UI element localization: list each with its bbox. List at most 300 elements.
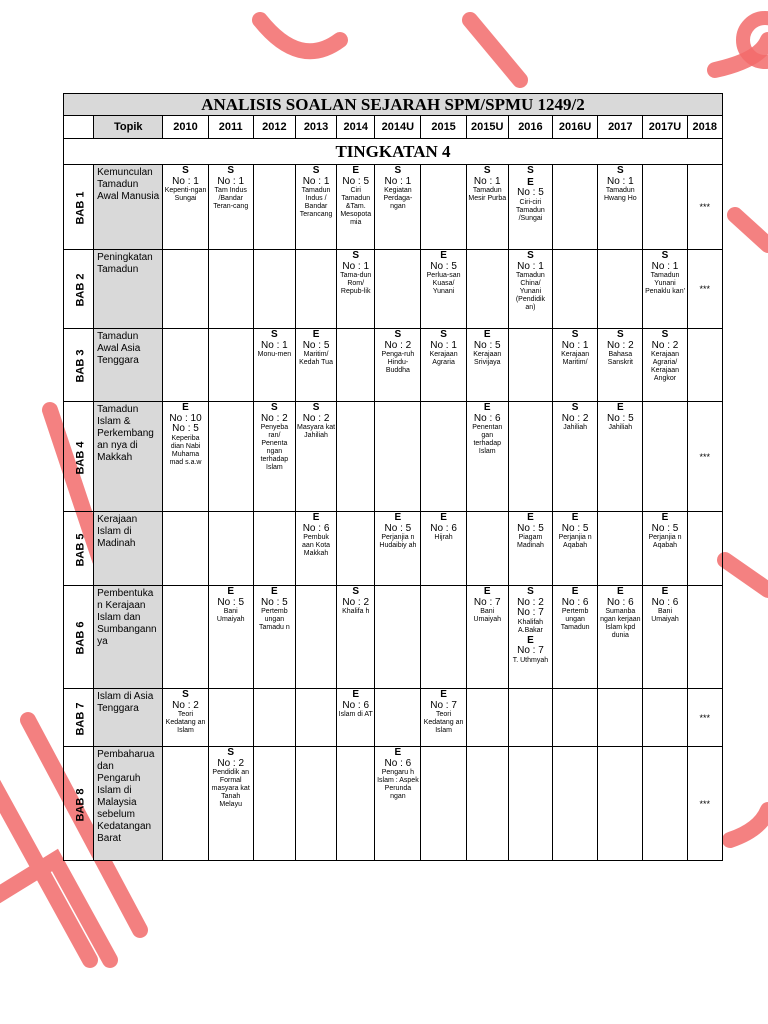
question-entry xyxy=(421,690,465,735)
year-cell xyxy=(553,329,598,402)
year-cell xyxy=(466,747,508,861)
question-entry xyxy=(553,587,597,632)
question-entry xyxy=(643,513,686,550)
year-cell xyxy=(375,250,421,329)
year-cell xyxy=(208,250,253,329)
bab-label-text: BAB 7 xyxy=(74,701,87,736)
year-cell xyxy=(421,689,466,747)
question-entry xyxy=(467,166,508,203)
question-entry xyxy=(337,690,374,719)
question-entry xyxy=(421,251,465,296)
year-cell xyxy=(375,689,421,747)
question-topic: Tama-dun Rom/ Repub-lik xyxy=(340,272,372,295)
question-topic: Pembuk aan Kota Makkah xyxy=(302,534,331,557)
question-entry xyxy=(337,166,374,227)
year-cell xyxy=(253,250,295,329)
year-header: 2015U xyxy=(466,116,508,139)
year-cell xyxy=(421,165,466,250)
topic-cell: Kerajaan Islam di Madinah xyxy=(94,512,163,586)
question-topic: Perjanjia n Hudaibiy ah xyxy=(379,534,417,549)
year-cell xyxy=(253,512,295,586)
year-cell xyxy=(208,586,253,689)
question-topic: Penga-ruh Hindu-Buddha xyxy=(381,351,415,374)
question-type: S xyxy=(527,250,534,261)
question-entry xyxy=(337,587,374,616)
question-topic: Keperiba dian Nabi Muhama mad s.a.w xyxy=(169,434,202,466)
question-entry xyxy=(598,587,642,640)
year-cell xyxy=(553,689,598,747)
year-cell xyxy=(208,329,253,402)
question-type: E xyxy=(527,176,534,188)
question-entry xyxy=(509,166,552,223)
question-topic: Tamadun China/ Yunani (Pendidik an) xyxy=(515,272,546,311)
year-cell xyxy=(375,402,421,512)
year-cell xyxy=(553,165,598,250)
year-cell xyxy=(208,512,253,586)
question-type: S xyxy=(182,165,189,176)
question-number: No : 1 xyxy=(430,339,457,351)
bab-label-text: BAB 1 xyxy=(74,191,87,225)
question-type: E xyxy=(571,512,579,523)
year-header: 2013 xyxy=(295,116,336,139)
question-number: No : 1 xyxy=(217,175,245,187)
question-number: No : 1 xyxy=(384,175,412,187)
year-cell xyxy=(295,586,336,689)
question-type: S xyxy=(571,402,579,413)
question-type: E xyxy=(182,402,189,413)
question-entry xyxy=(296,513,336,558)
question-topic: Tamadun Mesir Purba xyxy=(468,187,507,202)
marker-cell: *** xyxy=(687,402,722,512)
year-header: 2017 xyxy=(598,116,643,139)
question-topic: Tamadun Yunani Penaklu kan' xyxy=(645,272,685,295)
question-type: E xyxy=(527,634,534,646)
year-cell xyxy=(295,402,336,512)
question-type: S xyxy=(527,165,534,176)
year-header: 2016 xyxy=(508,116,552,139)
year-cell xyxy=(466,586,508,689)
year-cell xyxy=(337,689,375,747)
question-entry xyxy=(643,587,686,624)
question-type: E xyxy=(312,512,320,523)
question-topic: Hijrah xyxy=(434,534,453,541)
bab-label xyxy=(64,402,94,512)
question-topic: Kerajaan Agraria/ Kerajaan Angkor xyxy=(650,351,680,382)
question-number: No : 5 xyxy=(302,339,330,351)
year-cell xyxy=(337,586,375,689)
question-type: E xyxy=(616,586,624,597)
question-type: S xyxy=(352,250,360,261)
year-cell xyxy=(253,689,295,747)
level-heading: TINGKATAN 4 xyxy=(64,139,723,165)
question-number: No : 2 xyxy=(606,339,634,351)
marker-cell: *** xyxy=(687,250,722,329)
year-cell xyxy=(295,165,336,250)
header-blank xyxy=(64,116,94,139)
year-cell xyxy=(466,250,508,329)
question-topic: Jahiliah xyxy=(563,424,587,431)
question-number: No : 5 xyxy=(561,522,589,534)
year-cell xyxy=(163,512,208,586)
year-header: 2011 xyxy=(208,116,253,139)
bab-label-text: BAB 2 xyxy=(74,273,87,307)
year-cell xyxy=(337,250,375,329)
question-type: E xyxy=(271,586,278,597)
question-entry xyxy=(163,166,207,203)
question-number: No : 2 xyxy=(302,412,330,424)
question-entry xyxy=(467,403,508,456)
year-cell xyxy=(466,329,508,402)
question-entry xyxy=(163,690,207,735)
question-type: S xyxy=(661,250,669,261)
question-number: No : 7 xyxy=(430,699,457,711)
year-cell xyxy=(687,512,722,586)
marker-cell: *** xyxy=(687,747,722,861)
question-type: E xyxy=(440,250,447,261)
bab-label xyxy=(64,586,94,689)
year-cell xyxy=(421,747,466,861)
year-cell xyxy=(208,165,253,250)
topic-header: Topik xyxy=(94,116,163,139)
question-topic: Khalifa h xyxy=(342,608,370,615)
year-cell xyxy=(375,747,421,861)
question-topic: Penyeba ran/ Penenta ngan terhadap Islam xyxy=(260,424,289,471)
question-entry xyxy=(254,330,295,359)
question-number: No : 5 xyxy=(384,522,412,534)
question-entry xyxy=(296,330,336,367)
question-topic: Perjanjia n Aqabah xyxy=(648,534,682,549)
year-cell xyxy=(375,512,421,586)
bab-label xyxy=(64,512,94,586)
year-cell xyxy=(553,586,598,689)
question-entry xyxy=(598,330,642,367)
year-header: 2015 xyxy=(421,116,466,139)
question-type: S xyxy=(616,329,624,340)
year-cell xyxy=(337,329,375,402)
question-number: No : 6 xyxy=(606,596,634,608)
year-cell xyxy=(163,402,208,512)
question-topic: Islam di AT xyxy=(338,711,373,718)
question-type: S xyxy=(271,402,278,413)
year-cell xyxy=(337,512,375,586)
question-topic: Pengaru h Islam : Aspek Perunda ngan xyxy=(377,769,419,800)
year-cell xyxy=(687,586,722,689)
year-cell xyxy=(337,402,375,512)
question-entry xyxy=(509,513,552,550)
question-entry xyxy=(375,166,420,211)
year-cell xyxy=(163,586,208,689)
question-type: S xyxy=(227,165,235,176)
question-type: E xyxy=(571,586,579,597)
year-cell xyxy=(553,512,598,586)
year-cell xyxy=(208,689,253,747)
year-cell xyxy=(508,747,552,861)
question-topic: Piagam Madinah xyxy=(517,534,544,549)
question-topic: Ciri-ciri Tamadun /Sungai xyxy=(516,198,545,222)
page-title: ANALISIS SOALAN SEJARAH SPM/SPMU 1249/2 xyxy=(64,94,723,116)
question-entry xyxy=(163,403,207,467)
year-cell xyxy=(253,165,295,250)
question-entry xyxy=(553,330,597,367)
question-type: E xyxy=(440,689,447,700)
question-number: No : 6 xyxy=(302,522,330,534)
question-number: No : 7 xyxy=(517,645,544,656)
bab-label xyxy=(64,329,94,402)
table-row xyxy=(64,402,723,512)
year-cell xyxy=(508,689,552,747)
year-cell xyxy=(643,250,687,329)
year-cell xyxy=(508,250,552,329)
topic-cell: Islam di Asia Tenggara xyxy=(94,689,163,747)
question-number: No : 5 xyxy=(261,596,288,608)
question-topic: Ciri Tamadun &Tam. Mesopota mia xyxy=(340,187,372,226)
year-cell xyxy=(598,689,643,747)
question-topic: Khalifah A.Bakar xyxy=(517,618,544,634)
question-topic: Pendidik an Formal masyara kat Tanah Melayu xyxy=(211,769,250,808)
bab-label xyxy=(64,165,94,250)
year-cell xyxy=(295,747,336,861)
question-number: No : 5 xyxy=(473,339,501,351)
year-cell xyxy=(421,512,466,586)
question-entry xyxy=(209,166,253,211)
year-cell xyxy=(253,747,295,861)
year-cell xyxy=(163,329,208,402)
topic-cell: Kemunculan Tamadun Awal Manusia xyxy=(94,165,163,250)
question-type: S xyxy=(271,329,278,340)
year-cell xyxy=(598,402,643,512)
year-cell xyxy=(508,512,552,586)
bab-label-text: BAB 6 xyxy=(74,621,87,655)
year-cell xyxy=(466,165,508,250)
year-header: 2014 xyxy=(337,116,375,139)
topic-cell: Tamadun Islam & Perkembang an nya di Makkah xyxy=(94,402,163,512)
question-type: S xyxy=(182,689,189,700)
question-topic: Bahasa Sanskrit xyxy=(607,351,633,366)
question-number: No : 7 xyxy=(517,607,544,618)
question-topic: Kerajaan Srivijaya xyxy=(473,351,502,366)
year-cell xyxy=(295,250,336,329)
year-header: 2010 xyxy=(163,116,208,139)
year-cell xyxy=(598,512,643,586)
question-number: No : 1 xyxy=(261,339,288,351)
question-type: E xyxy=(440,512,447,523)
question-number: No : 2 xyxy=(561,412,589,424)
question-number: No : 1 xyxy=(302,175,330,187)
question-type: S xyxy=(312,402,320,413)
question-entry xyxy=(467,587,508,624)
question-topic: Penentan gan terhadap Islam xyxy=(472,424,503,455)
bab-label-text: BAB 3 xyxy=(74,349,87,383)
year-cell xyxy=(643,747,687,861)
question-number: No : 2 xyxy=(261,412,288,424)
table-row xyxy=(64,586,723,689)
table-row xyxy=(64,329,723,402)
year-cell xyxy=(253,329,295,402)
year-header: 2017U xyxy=(643,116,687,139)
question-number: No : 5 xyxy=(430,260,457,272)
question-number: No : 6 xyxy=(651,596,679,608)
year-cell xyxy=(295,329,336,402)
topic-cell: Pembentuka n Kerajaan Islam dan Sumbangann ya xyxy=(94,586,163,689)
question-number: No : 2 xyxy=(217,757,245,769)
year-cell xyxy=(643,586,687,689)
question-number: No : 6 xyxy=(384,757,412,769)
year-cell xyxy=(163,747,208,861)
question-entry xyxy=(553,403,597,432)
question-entry xyxy=(509,251,552,312)
year-cell xyxy=(253,402,295,512)
question-number: No : 5 xyxy=(517,522,544,534)
topic-cell: Tamadun Awal Asia Tenggara xyxy=(94,329,163,402)
question-entry xyxy=(296,403,336,440)
question-type: S xyxy=(661,329,669,340)
question-topic: Perjanjia n Aqabah xyxy=(558,534,592,549)
year-cell xyxy=(643,689,687,747)
question-number: No : 2 xyxy=(172,699,199,711)
year-cell xyxy=(421,329,466,402)
year-cell xyxy=(598,250,643,329)
year-cell xyxy=(163,689,208,747)
question-topic: Bani Umaiyah xyxy=(473,608,502,623)
question-entry xyxy=(421,513,465,542)
year-cell xyxy=(643,329,687,402)
question-topic: Bani Umaiyah xyxy=(651,608,679,623)
question-entry xyxy=(467,330,508,367)
question-topic: Monu-men xyxy=(257,351,292,358)
question-type: S xyxy=(527,586,534,597)
table-row xyxy=(64,250,723,329)
question-type: E xyxy=(394,747,402,758)
question-number: No : 1 xyxy=(342,260,370,272)
question-number: No : 5 xyxy=(606,412,634,424)
year-cell xyxy=(687,329,722,402)
year-cell xyxy=(466,402,508,512)
question-type: E xyxy=(483,329,491,340)
question-type: S xyxy=(616,165,624,176)
year-cell xyxy=(553,747,598,861)
question-topic: Kerajaan Maritim/ xyxy=(561,351,590,366)
year-cell xyxy=(643,165,687,250)
question-number: No : 6 xyxy=(430,522,457,534)
year-cell xyxy=(421,250,466,329)
question-type: S xyxy=(394,329,402,340)
bab-label-text: BAB 8 xyxy=(74,787,87,822)
year-cell xyxy=(643,402,687,512)
year-cell xyxy=(508,402,552,512)
question-entry xyxy=(598,403,642,432)
question-type: S xyxy=(440,329,447,340)
year-cell xyxy=(598,165,643,250)
question-entry xyxy=(643,251,686,296)
year-cell xyxy=(163,165,208,250)
question-topic: Jahiliah xyxy=(608,424,633,431)
question-entry xyxy=(337,251,374,296)
question-number: No : 1 xyxy=(517,260,544,272)
question-topic: T. Uthmyah xyxy=(512,656,549,664)
year-cell xyxy=(466,689,508,747)
question-entry xyxy=(509,587,552,665)
year-cell xyxy=(553,250,598,329)
question-number: No : 6 xyxy=(342,699,370,711)
question-topic: Tamadun Indus / Bandar Terancang xyxy=(299,187,333,218)
marker-cell: *** xyxy=(687,165,722,250)
bab-label xyxy=(64,689,94,747)
question-type: E xyxy=(352,689,360,700)
question-number: No : 1 xyxy=(172,175,199,187)
question-type: S xyxy=(352,586,360,597)
question-entry xyxy=(375,330,420,375)
question-topic: Masyara kat Jahiliah xyxy=(296,424,336,439)
year-cell xyxy=(208,402,253,512)
question-topic: Kepenti-ngan Sungai xyxy=(164,187,207,202)
question-type: E xyxy=(483,402,491,413)
year-cell xyxy=(598,586,643,689)
question-type: S xyxy=(571,329,579,340)
question-number: No : 5 xyxy=(172,423,199,434)
question-number: No : 5 xyxy=(342,175,370,187)
question-topic: Bani Umaiyah xyxy=(216,608,245,623)
table-row xyxy=(64,689,723,747)
question-type: E xyxy=(483,586,491,597)
year-cell xyxy=(508,586,552,689)
question-number: No : 1 xyxy=(473,175,501,187)
year-cell xyxy=(421,586,466,689)
question-topic: Sumanba ngan kerjaan Islam kpd dunia xyxy=(600,608,641,639)
question-entry xyxy=(553,513,597,550)
question-entry xyxy=(375,748,420,801)
question-entry xyxy=(643,330,686,383)
question-type: E xyxy=(312,329,320,340)
question-topic: Pertemb ungan Tamadu n xyxy=(259,608,290,631)
question-topic: Tam Indus /Bandar Teran-cang xyxy=(213,187,249,210)
year-cell xyxy=(643,512,687,586)
question-number: No : 5 xyxy=(217,596,245,608)
question-type: E xyxy=(394,512,402,523)
question-entry xyxy=(375,513,420,550)
question-entry xyxy=(598,166,642,203)
year-cell xyxy=(508,329,552,402)
question-entry xyxy=(209,587,253,624)
year-cell xyxy=(421,402,466,512)
year-cell xyxy=(508,165,552,250)
question-number: No : 2 xyxy=(342,596,370,608)
year-cell xyxy=(208,747,253,861)
question-topic: Perlua-san Kuasa/ Yunani xyxy=(426,272,461,295)
bab-label-text: BAB 5 xyxy=(74,532,87,567)
year-cell xyxy=(598,747,643,861)
question-entry xyxy=(421,330,465,367)
question-type: E xyxy=(616,402,624,413)
year-cell xyxy=(375,586,421,689)
question-topic: Tamadun Hwang Ho xyxy=(603,187,637,202)
question-type: S xyxy=(483,165,491,176)
question-topic: Pertemb ungan Tamadun xyxy=(560,608,590,631)
question-type: E xyxy=(227,586,235,597)
year-header: 2016U xyxy=(553,116,598,139)
question-number: No : 5 xyxy=(651,522,679,534)
question-number: No : 2 xyxy=(517,596,544,608)
question-number: No : 1 xyxy=(606,175,634,187)
topic-cell: Peningkatan Tamadun xyxy=(94,250,163,329)
question-topic: Teori Kedatang an Islam xyxy=(165,711,206,734)
bab-label-text: BAB 4 xyxy=(74,440,87,475)
question-type: S xyxy=(227,747,235,758)
question-topic: Maritim/ Kedah Tua xyxy=(299,351,333,366)
question-number: No : 7 xyxy=(473,596,501,608)
year-cell xyxy=(295,689,336,747)
question-number: No : 6 xyxy=(561,596,589,608)
question-number: No : 10 xyxy=(169,412,202,424)
